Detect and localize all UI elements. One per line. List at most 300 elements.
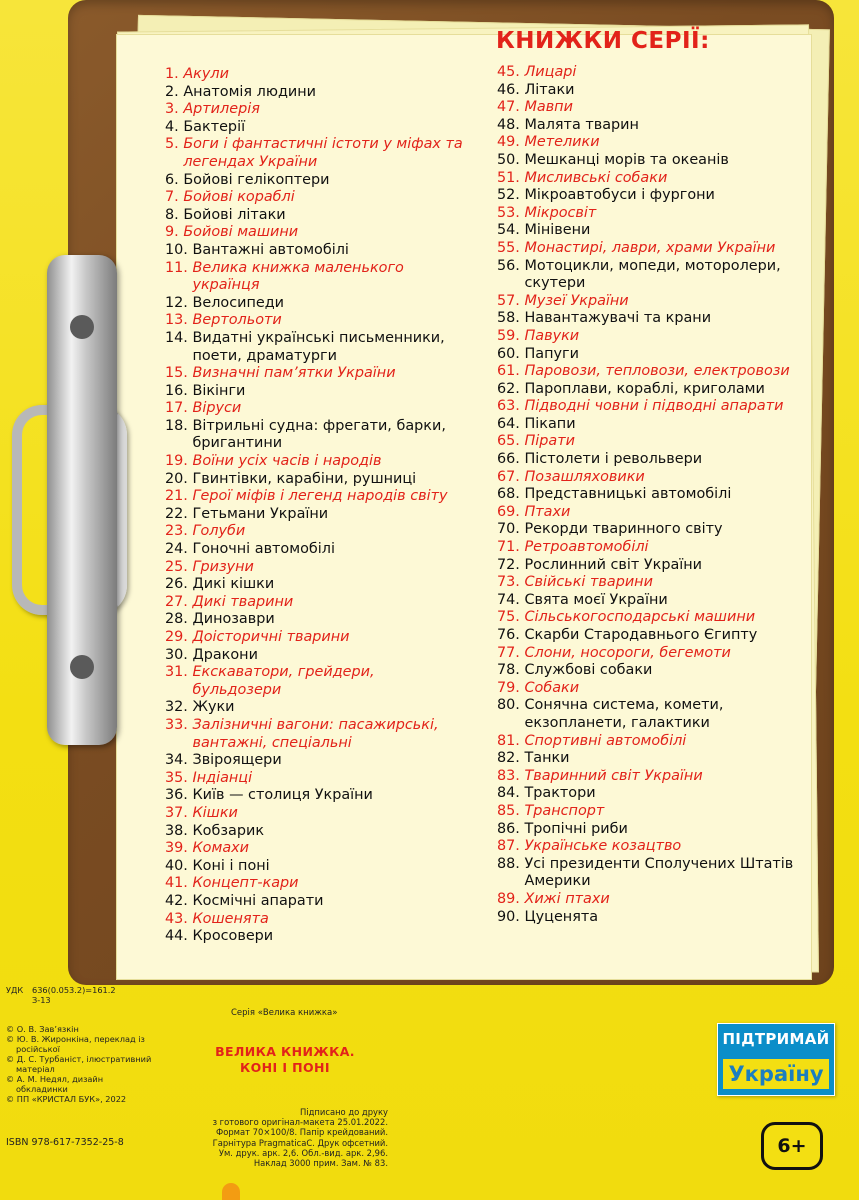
book-title-item: Артилерія (183, 101, 260, 118)
book-number: 75. (497, 609, 520, 626)
book-list-item (497, 680, 812, 698)
book-list-item (497, 803, 812, 821)
book-title-item: Мешканці морів та океанів (524, 151, 729, 168)
book-number: 38. (165, 822, 188, 839)
book-number: 82. (497, 750, 520, 767)
book-number: 5. (165, 136, 179, 153)
imprint-line: Наклад 3000 прим. Зам. № 83. (253, 1158, 388, 1169)
copyright-line: © Д. С. Турбаніст, ілюстративний матеріал (6, 1054, 152, 1074)
book-title-item: Боги і фантастичні істоти у міфах та легендах України (183, 136, 463, 170)
support-ukraine-badge (717, 1023, 835, 1096)
book-number: 33. (165, 716, 188, 733)
book-list-item (497, 469, 812, 487)
book-title-item: Монастирі, лаври, храми України (524, 239, 776, 256)
book-number: 27. (165, 593, 188, 610)
book-number: 62. (497, 380, 520, 397)
book-number: 71. (497, 539, 520, 556)
book-number: 31. (165, 664, 188, 681)
book-list-item (497, 627, 812, 645)
book-list-item (165, 875, 465, 893)
book-title-item: Київ — столиця України (192, 787, 373, 804)
book-list-item (497, 205, 812, 223)
book-number: 67. (497, 468, 520, 485)
book-number: 73. (497, 574, 520, 591)
book-title-item: Трактори (524, 785, 596, 802)
book-number: 51. (497, 169, 520, 186)
book-number: 80. (497, 697, 520, 714)
book-number: 61. (497, 363, 520, 380)
book-number: 46. (497, 81, 520, 98)
book-list-item (165, 805, 465, 823)
book-title-item: Українське козацтво (524, 838, 682, 855)
book-number: 74. (497, 591, 520, 608)
book-title-item: Комахи (192, 840, 250, 857)
book-number: 57. (497, 292, 520, 309)
book-title-line2: КОНІ І ПОНІ (240, 1060, 330, 1075)
book-title-item: Літаки (524, 81, 575, 98)
book-title-item: Жуки (192, 699, 235, 716)
book-number: 25. (165, 558, 188, 575)
book-list-item (165, 523, 465, 541)
book-number: 35. (165, 769, 188, 786)
book-title-item: Підводні човни і підводні апарати (524, 398, 784, 415)
book-list-item (165, 207, 465, 225)
book-number: 55. (497, 239, 520, 256)
book-list-item (165, 717, 465, 752)
book-title-item: Цуценята (524, 908, 599, 925)
book-title-item: Дракони (192, 646, 258, 663)
book-list-item (165, 136, 465, 171)
book-number: 18. (165, 417, 188, 434)
book-number: 4. (165, 118, 179, 135)
book-title-item: Віруси (192, 400, 242, 417)
book-number: 78. (497, 662, 520, 679)
book-list-item (165, 541, 465, 559)
book-list-item (497, 856, 812, 891)
book-title-item: Свята моєї України (524, 591, 668, 608)
book-number: 63. (497, 398, 520, 415)
book-number: 23. (165, 523, 188, 540)
book-list-item (165, 453, 465, 471)
isbn: ISBN 978-617-7352-25-8 (6, 1137, 124, 1148)
book-number: 39. (165, 840, 188, 857)
book-title-item: Мисливські собаки (524, 169, 668, 186)
book-number: 13. (165, 312, 188, 329)
book-number: 15. (165, 365, 188, 382)
book-number: 79. (497, 679, 520, 696)
book-number: 52. (497, 187, 520, 204)
udk-label: УДК (6, 985, 24, 995)
book-number: 34. (165, 752, 188, 769)
book-title-item: Дикі кішки (192, 576, 275, 593)
book-list-item (165, 242, 465, 260)
book-number: 50. (497, 151, 520, 168)
book-list-item (497, 662, 812, 680)
book-list-item (497, 328, 812, 346)
book-title-item: Папуги (524, 345, 579, 362)
book-list-item (165, 664, 465, 699)
book-list-item (497, 240, 812, 258)
book-list-item (165, 893, 465, 911)
book-title-item: Бойові кораблі (183, 189, 295, 206)
book-title-item: Індіанці (192, 769, 253, 786)
book-list-item (497, 416, 812, 434)
book-number: 16. (165, 382, 188, 399)
book-number: 54. (497, 222, 520, 239)
book-list-item (497, 187, 812, 205)
series-list-title: КНИЖКИ СЕРІЇ: (496, 28, 710, 54)
book-title-item: Пістолети і револьвери (524, 451, 703, 468)
book-list-item (497, 117, 812, 135)
book-list-item (165, 295, 465, 313)
book-title-item: Залізничні вагони: пасажирські, вантажні, спеціальні (192, 716, 439, 751)
book-title-item: Кросовери (192, 928, 274, 945)
book-title-item: Скарби Стародавнього Єгипту (524, 627, 758, 643)
book-title-item: Велосипеди (192, 294, 285, 311)
age-rating-badge: 6+ (761, 1122, 823, 1170)
book-list-item (497, 609, 812, 627)
book-number: 72. (497, 556, 520, 573)
book-title-item: Гетьмани України (192, 505, 329, 522)
book-number: 59. (497, 327, 520, 344)
book-list-item (165, 119, 465, 137)
book-number: 10. (165, 241, 188, 258)
book-title-item: Танки (524, 750, 570, 767)
book-number: 77. (497, 644, 520, 661)
book-number: 81. (497, 732, 520, 749)
udk-block (6, 985, 116, 1005)
book-number: 30. (165, 646, 188, 663)
copyright-line: © ПП «КРИСТАЛ БУК», 2022 (6, 1094, 127, 1104)
copyright-line: © Ю. В. Жиронкіна, переклад із російської (6, 1034, 145, 1054)
book-title-item: Динозаври (192, 611, 275, 628)
book-title-item: Ретроавтомобілі (524, 539, 649, 556)
book-number: 20. (165, 470, 188, 487)
book-title-item: Свійські тварини (524, 574, 653, 591)
book-number: 28. (165, 611, 188, 628)
book-title-item: Слони, носороги, бегемоти (524, 644, 731, 661)
book-title-item: Бойові машини (183, 224, 299, 241)
book-list-item (165, 172, 465, 190)
book-number: 83. (497, 767, 520, 784)
book-list-item (497, 99, 812, 117)
book-number: 1. (165, 66, 179, 82)
book-list-item (497, 909, 812, 927)
book-number: 60. (497, 345, 520, 362)
book-title-item: Павуки (524, 327, 580, 344)
book-list-item (165, 770, 465, 788)
copyright-line: © О. В. Зав’язкін (6, 1024, 79, 1034)
book-number: 7. (165, 189, 179, 206)
book-number: 17. (165, 400, 188, 417)
book-number: 37. (165, 804, 188, 821)
book-list-item (165, 506, 465, 524)
book-title-item: Бактерії (183, 118, 246, 135)
book-title-item: Мікроавтобуси і фургони (524, 187, 715, 204)
book-list-item (165, 488, 465, 506)
book-list-item (497, 768, 812, 786)
book-number: 49. (497, 134, 520, 151)
book-list-item (497, 152, 812, 170)
book-list-item (497, 433, 812, 451)
book-title-item: Коні і поні (192, 857, 270, 874)
book-title-item: Пірати (524, 433, 575, 450)
copyright-block (6, 1024, 156, 1104)
book-list-item (165, 858, 465, 876)
book-title-item: Бойові літаки (183, 206, 286, 223)
book-title-item: Гоночні автомобілі (192, 541, 335, 558)
book-number: 76. (497, 627, 520, 643)
book-list-item (165, 471, 465, 489)
book-number: 43. (165, 910, 188, 927)
book-number: 42. (165, 892, 188, 909)
book-list-item (165, 312, 465, 330)
book-title-item: Голуби (192, 523, 246, 540)
book-number: 53. (497, 204, 520, 221)
book-title-item: Тропічні риби (524, 820, 628, 837)
book-number: 19. (165, 453, 188, 470)
book-list-item (497, 750, 812, 768)
book-list-item (165, 594, 465, 612)
udk-code: 636(0.053.2)=161.2 (32, 985, 116, 995)
book-title-item: Звіроящери (192, 752, 282, 769)
book-title-item: Метелики (524, 134, 600, 151)
book-list-item (165, 400, 465, 418)
book-list-item (497, 521, 812, 539)
book-list-right (497, 64, 812, 926)
book-title-item: Малята тварин (524, 116, 639, 133)
book-list-item (165, 189, 465, 207)
book-list-item (497, 733, 812, 751)
book-number: 89. (497, 890, 520, 907)
book-title-item: Хижі птахи (524, 890, 610, 907)
book-title-item: Музеї України (524, 292, 629, 309)
book-list-item (165, 84, 465, 102)
book-number: 22. (165, 505, 188, 522)
book-list-item (165, 418, 465, 453)
book-number: 36. (165, 787, 188, 804)
book-list-item (497, 310, 812, 328)
book-number: 65. (497, 433, 520, 450)
book-list-item (497, 486, 812, 504)
book-list-item (497, 293, 812, 311)
book-number: 32. (165, 699, 188, 716)
book-title-line1: ВЕЛИКА КНИЖКА. (215, 1044, 355, 1059)
book-list-item (497, 170, 812, 188)
book-title-item: Вікінги (192, 382, 246, 399)
book-number: 66. (497, 451, 520, 468)
book-title-item: Службові собаки (524, 662, 653, 679)
book-number: 69. (497, 503, 520, 520)
book-number: 41. (165, 875, 188, 892)
book-title (200, 1044, 370, 1076)
book-list-item (165, 224, 465, 242)
publisher-logo-icon (222, 1183, 240, 1200)
book-list-item (497, 838, 812, 856)
book-title-item: Видатні українські письменники, поети, драматурги (192, 329, 445, 364)
book-list-item (497, 645, 812, 663)
book-list-item (165, 629, 465, 647)
book-list-left (165, 66, 465, 946)
book-list-item (497, 592, 812, 610)
book-list-item (497, 539, 812, 557)
book-list-item (497, 398, 812, 416)
book-title-item: Усі президенти Сполучених Штатів Америки (524, 855, 794, 890)
book-number: 14. (165, 329, 188, 346)
book-title-item: Анатомія людини (183, 83, 317, 100)
book-title-item: Кобзарик (192, 822, 265, 839)
copyright-line: © А. М. Недял, дизайн обкладинки (6, 1074, 104, 1094)
book-list-item (497, 363, 812, 381)
book-number: 11. (165, 259, 188, 276)
book-list-item (497, 82, 812, 100)
book-list-item (165, 559, 465, 577)
book-title-item: Вітрильні судна: фрегати, барки, бригантини (192, 417, 446, 452)
imprint-line: Підписано до друку (300, 1107, 388, 1117)
book-list-item (497, 222, 812, 240)
book-title-item: Тваринний світ України (524, 767, 703, 784)
book-number: 45. (497, 64, 520, 80)
imprint-line: Ум. друк. арк. 2,6. Обл.-вид. арк. 2,96. (218, 1147, 388, 1158)
book-number: 70. (497, 521, 520, 538)
book-title-item: Представницькі автомобілі (524, 486, 732, 503)
book-title-item: Пароплави, кораблі, криголами (524, 380, 765, 397)
book-list-item (165, 787, 465, 805)
book-title-item: Паровози, тепловози, електровози (524, 363, 790, 380)
book-list-item (165, 383, 465, 401)
book-list-item (165, 576, 465, 594)
book-number: 3. (165, 101, 179, 118)
badge-line1: ПІДТРИМАЙ (722, 1030, 830, 1048)
book-title-item: Мікросвіт (524, 204, 597, 221)
book-list-item (497, 557, 812, 575)
book-list-item (165, 101, 465, 119)
book-title-item: Рослинний світ України (524, 556, 703, 573)
book-title-item: Мінівени (524, 222, 591, 239)
book-title-item: Мавпи (524, 99, 573, 116)
imprint-line: Формат 70×100/8. Папір крейдований. (216, 1127, 388, 1138)
book-list-item (165, 699, 465, 717)
book-number: 84. (497, 785, 520, 802)
book-list-item (165, 365, 465, 383)
book-list-item (165, 752, 465, 770)
book-number: 86. (497, 820, 520, 837)
book-number: 26. (165, 576, 188, 593)
imprint-line: з готового оригінал-макета 25.01.2022. (212, 1117, 388, 1128)
book-number: 2. (165, 83, 179, 100)
book-list-item (165, 823, 465, 841)
book-list-item (497, 821, 812, 839)
clip-hole-top (70, 315, 94, 339)
book-title-item: Сонячна система, комети, екзопланети, галактики (524, 697, 724, 731)
book-title-item: Спортивні автомобілі (524, 732, 687, 749)
badge-line2: Україну (723, 1059, 829, 1089)
book-number: 29. (165, 629, 188, 645)
book-number: 85. (497, 802, 520, 819)
book-number: 8. (165, 206, 179, 223)
book-number: 40. (165, 857, 188, 874)
book-title-item: Велика книжка маленького українця (192, 259, 404, 294)
book-title-item: Пікапи (524, 415, 576, 432)
book-list-item (497, 346, 812, 364)
book-list-item (165, 66, 465, 84)
book-number: 88. (497, 855, 520, 872)
book-title-item: Рекорди тваринного світу (524, 521, 723, 538)
book-title-item: Навантажувачі та крани (524, 310, 712, 327)
book-list-item (497, 381, 812, 399)
imprint-line: Гарнітура PragmaticaC. Друк офсетний. (212, 1137, 388, 1148)
udk-index: З-13 (32, 995, 51, 1005)
book-title-item: Собаки (524, 679, 580, 696)
book-number: 48. (497, 116, 520, 133)
book-title-item: Дикі тварини (192, 593, 294, 610)
book-title-item: Концепт-кари (192, 875, 299, 892)
book-title-item: Воїни усіх часів і народів (192, 453, 382, 470)
book-list-item (165, 647, 465, 665)
book-list-item (497, 64, 812, 82)
book-list-item (497, 258, 812, 293)
book-number: 64. (497, 415, 520, 432)
book-list-item (497, 891, 812, 909)
book-number: 24. (165, 541, 188, 558)
book-number: 87. (497, 838, 520, 855)
book-list-item (165, 330, 465, 365)
book-list-item (497, 134, 812, 152)
book-title-item: Герої міфів і легенд народів світу (192, 488, 448, 505)
series-name: Серія «Велика книжка» (231, 1008, 338, 1018)
book-title-item: Вертольоти (192, 312, 282, 329)
book-title-item: Бойові гелікоптери (183, 171, 330, 188)
book-list-item (497, 785, 812, 803)
book-list-item (165, 611, 465, 629)
book-list-item (497, 697, 812, 732)
book-number: 44. (165, 928, 188, 945)
book-title-item: Космічні апарати (192, 892, 324, 909)
book-list-item (165, 911, 465, 929)
book-title-item: Сільськогосподарські машини (524, 609, 756, 626)
book-number: 90. (497, 908, 520, 925)
imprint-block (178, 1107, 388, 1168)
book-title-item: Вантажні автомобілі (192, 241, 349, 258)
book-title-item: Кошенята (192, 910, 269, 927)
book-title-item: Екскаватори, грейдери, бульдозери (192, 664, 375, 698)
book-number: 6. (165, 171, 179, 188)
clip-hole-bottom (70, 655, 94, 679)
book-title-item: Гризуни (192, 558, 254, 575)
book-title-item: Доісторичні тварини (192, 629, 350, 645)
book-number: 58. (497, 310, 520, 327)
book-number: 47. (497, 99, 520, 116)
book-list-item (497, 451, 812, 469)
book-title-item: Транспорт (524, 802, 605, 819)
book-title-item: Гвинтівки, карабіни, рушниці (192, 470, 417, 487)
book-title-item: Визначні пам’ятки України (192, 365, 396, 382)
book-list-item (165, 928, 465, 946)
metal-clip (12, 255, 127, 745)
book-list-item (497, 504, 812, 522)
book-list-item (497, 574, 812, 592)
book-title-item: Мотоцикли, мопеди, моторолери, скутери (524, 257, 781, 292)
book-title-item: Птахи (524, 503, 571, 520)
book-title-item: Акули (183, 66, 229, 82)
book-list-item (165, 840, 465, 858)
book-title-item: Кішки (192, 804, 238, 821)
book-number: 12. (165, 294, 188, 311)
book-number: 68. (497, 486, 520, 503)
book-number: 56. (497, 257, 520, 274)
book-title-item: Лицарі (524, 64, 577, 80)
book-title-item: Позашляховики (524, 468, 645, 485)
